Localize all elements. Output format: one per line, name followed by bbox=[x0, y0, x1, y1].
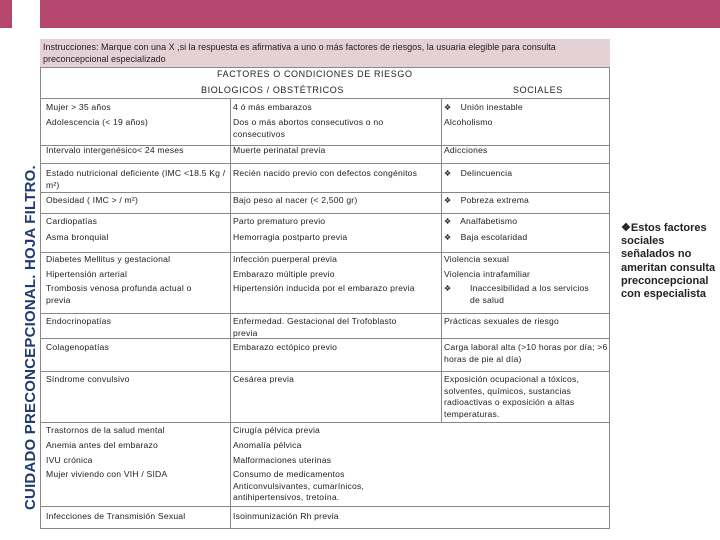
bullet-icon: ❖ bbox=[444, 217, 452, 226]
risk-item: Síndrome convulsivo bbox=[46, 374, 130, 384]
risk-item: Estado nutricional deficiente (IMC <18.5 Kg / m²) bbox=[46, 168, 226, 190]
row-divider bbox=[41, 252, 609, 253]
row-divider bbox=[41, 98, 609, 99]
row-divider bbox=[41, 313, 609, 314]
column-divider bbox=[441, 98, 442, 422]
risk-item: Asma bronquial bbox=[46, 232, 109, 242]
risk-item: Isoinmunización Rh previa bbox=[233, 511, 339, 521]
risk-item: Adolescencia (< 19 años) bbox=[46, 117, 149, 127]
risk-item: ❖ Baja escolaridad bbox=[444, 232, 528, 242]
risk-item: Obesidad ( IMC > / m²) bbox=[46, 195, 139, 205]
risk-item: Colagenopatías bbox=[46, 342, 110, 352]
banner-notch bbox=[12, 0, 40, 28]
top-banner bbox=[0, 0, 720, 28]
risk-item: Recién nacido previo con defectos congénitos bbox=[233, 168, 418, 178]
risk-item: Bajo peso al nacer (< 2,500 gr) bbox=[233, 195, 358, 205]
risk-item: Trastornos de la salud mental bbox=[46, 425, 165, 435]
risk-item: Anomalía pélvica bbox=[233, 440, 302, 450]
row-divider bbox=[41, 192, 609, 193]
row-divider bbox=[41, 506, 609, 507]
row-divider bbox=[41, 422, 609, 423]
bullet-icon: ❖ bbox=[444, 169, 452, 178]
risk-item: Muerte perinatal previa bbox=[233, 145, 326, 155]
risk-item: Enfermedad. Gestacional del Trofoblasto previa bbox=[233, 316, 397, 338]
risk-item: Trombosis venosa profunda actual o previa bbox=[46, 283, 192, 305]
risk-item: Adicciones bbox=[444, 145, 488, 155]
vertical-title: CUIDADO PRECONCEPCIONAL. HOJA FILTRO. bbox=[22, 165, 39, 510]
bullet-icon: ❖ bbox=[444, 196, 452, 205]
risk-item: Malformaciones uterinas bbox=[233, 455, 332, 465]
risk-item: Exposición ocupacional a tóxicos, solventes, químicos, sustancias radioactivas o exposición a altas temperaturas. bbox=[444, 374, 580, 419]
risk-item: Mujer > 35 años bbox=[46, 102, 111, 112]
row-divider bbox=[41, 213, 609, 214]
risk-item: Hipertensión inducida por el embarazo previa bbox=[233, 283, 415, 293]
table-main-header: FACTORES O CONDICIONES DE RIESGO bbox=[217, 69, 413, 79]
column-divider bbox=[230, 98, 231, 529]
row-divider bbox=[41, 371, 609, 372]
risk-item: Hemorragia postparto previa bbox=[233, 232, 348, 242]
risk-item: ❖ Inaccesibilidad a los servicios de salud bbox=[444, 283, 589, 305]
risk-item: Violencia sexual bbox=[444, 254, 510, 264]
risk-factors-table bbox=[40, 67, 610, 529]
risk-item: ❖ Delincuencia bbox=[444, 168, 513, 178]
risk-item: Mujer viviendo con VIH / SIDA bbox=[46, 469, 168, 479]
risk-item: Anemia antes del embarazo bbox=[46, 440, 159, 450]
risk-item: Infecciones de Transmisión Sexual bbox=[46, 511, 186, 521]
risk-item: Cesárea previa bbox=[233, 374, 295, 384]
risk-item: Embarazo ectópico previo bbox=[233, 342, 338, 352]
biological-header: BIOLOGICOS / OBSTÉTRICOS bbox=[201, 85, 344, 95]
social-header: SOCIALES bbox=[513, 85, 563, 95]
risk-item: Parto prematuro previo bbox=[233, 216, 326, 226]
instructions-box: Instrucciones: Marque con una X ,si la respuesta es afirmativa a uno o más factores de riesgos, la usuaria elegible para consulta preconcepcional especializado bbox=[40, 39, 610, 67]
risk-item: Alcoholismo bbox=[444, 117, 493, 127]
risk-item: Consumo de medicamentos Anticonvulsivantes, cumarínicos, antihipertensivos, tretoína. bbox=[233, 469, 365, 502]
risk-item: Dos o más abortos consecutivos o no consecutivos bbox=[233, 117, 384, 139]
bullet-icon: ❖ bbox=[444, 233, 452, 242]
risk-item: ❖ Pobreza extrema bbox=[444, 195, 530, 205]
risk-item: Prácticas sexuales de riesgo bbox=[444, 316, 559, 326]
risk-item: Endocrinopatías bbox=[46, 316, 112, 326]
risk-item: ❖ Analfabetismo bbox=[444, 216, 518, 226]
bullet-icon: ❖ bbox=[444, 103, 452, 112]
side-note: ❖Estos factores sociales señalados no ameritan consulta preconcepcional con especialista bbox=[621, 222, 716, 301]
bullet-icon: ❖ bbox=[444, 284, 452, 293]
row-divider bbox=[41, 163, 609, 164]
risk-item: Violencia intrafamiliar bbox=[444, 269, 531, 279]
risk-item: 4 ó más embarazos bbox=[233, 102, 312, 112]
risk-item: Intervalo intergenésico< 24 meses bbox=[46, 145, 184, 155]
risk-item: Hipertensión arterial bbox=[46, 269, 128, 279]
risk-item: IVU crónica bbox=[46, 455, 93, 465]
risk-item: Embarazo múltiple previo bbox=[233, 269, 335, 279]
risk-item: Infección puerperal previa bbox=[233, 254, 338, 264]
risk-item: ❖ Unión inestable bbox=[444, 102, 523, 112]
risk-item: Cardiopatías bbox=[46, 216, 98, 226]
risk-item: Cirugía pélvica previa bbox=[233, 425, 321, 435]
risk-item: Carga laboral alta (>10 horas por día; >6 horas de pie al día) bbox=[444, 342, 608, 364]
risk-item: Diabetes Mellitus y gestacional bbox=[46, 254, 171, 264]
